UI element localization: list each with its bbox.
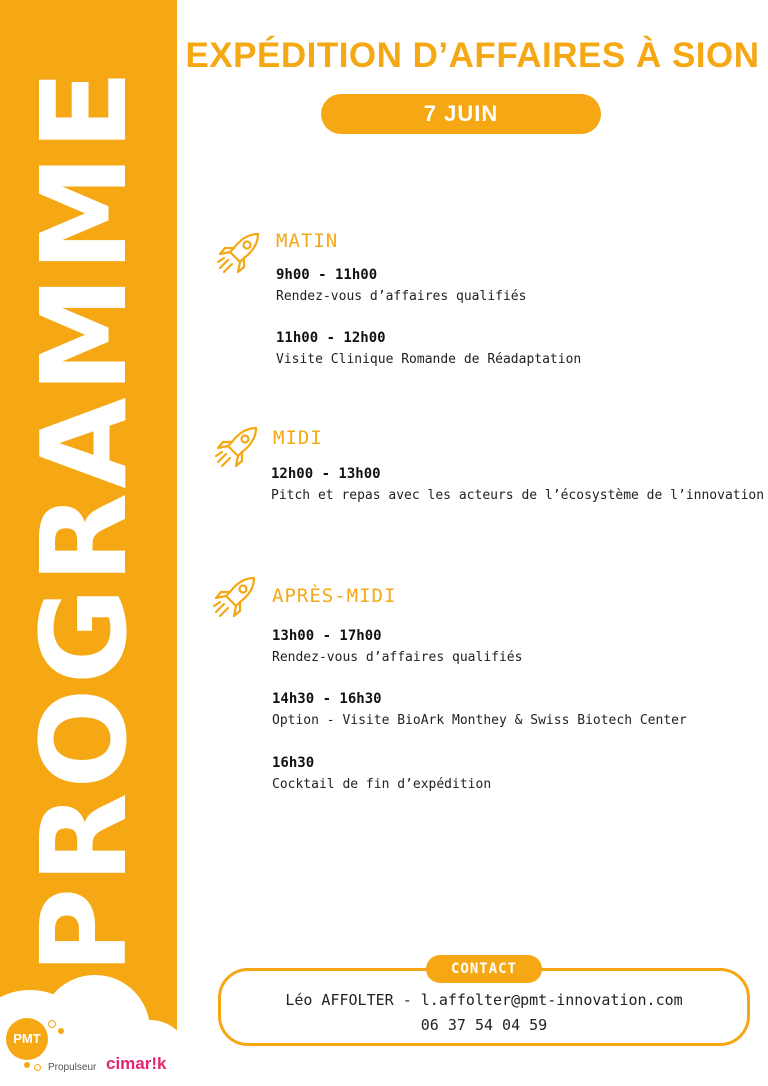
logo-dot [58,1028,64,1034]
event-item [272,628,522,665]
event-time: 13h00 - 17h00 [272,628,382,644]
event-item [276,267,526,304]
event-item [272,691,687,728]
propulseur-label: Propulseur [48,1062,97,1073]
programme-vertical-title: PROGRAMME [15,65,153,975]
event-time: 14h30 - 16h30 [272,691,382,707]
logo-dot [48,1020,56,1028]
event-description: Rendez-vous d’affaires qualifiés [272,650,523,665]
contact-name-email[interactable]: Léo AFFOLTER - l.affolter@pmt-innovation.com [285,991,683,1009]
cimark-logo: cimar!k [106,1054,167,1073]
event-description: Pitch et repas avec les acteurs de l’écosystème de l’innovation [271,488,765,503]
rocket-icon [214,228,264,278]
event-description: Rendez-vous d’affaires qualifiés [276,289,527,304]
rocket-icon [212,422,262,472]
event-time: 11h00 - 12h00 [276,330,386,346]
pmt-logo: PMT [6,1018,48,1060]
event-description: Cocktail de fin d’expédition [272,777,492,792]
page-title: EXPÉDITION D’AFFAIRES À SION [185,36,760,75]
section-title-matin: MATIN [276,230,339,252]
contact-label: CONTACT [426,955,542,983]
logo-dot [24,1062,30,1068]
event-description: Visite Clinique Romande de Réadaptation [276,352,582,367]
event-time: 16h30 [272,755,315,771]
logo-dot [34,1064,41,1071]
date-badge: 7 JUIN [321,94,601,134]
event-description: Option - Visite BioArk Monthey & Swiss Biotech Center [272,713,687,728]
event-item [272,755,491,792]
event-time: 12h00 - 13h00 [271,466,381,482]
event-time: 9h00 - 11h00 [276,267,378,283]
contact-phone[interactable]: 06 37 54 04 59 [420,1016,548,1034]
event-item [276,330,581,367]
section-title-apres-midi: APRÈS-MIDI [272,585,397,607]
rocket-icon [210,572,260,622]
section-title-midi: MIDI [273,427,323,449]
event-item [271,466,764,503]
